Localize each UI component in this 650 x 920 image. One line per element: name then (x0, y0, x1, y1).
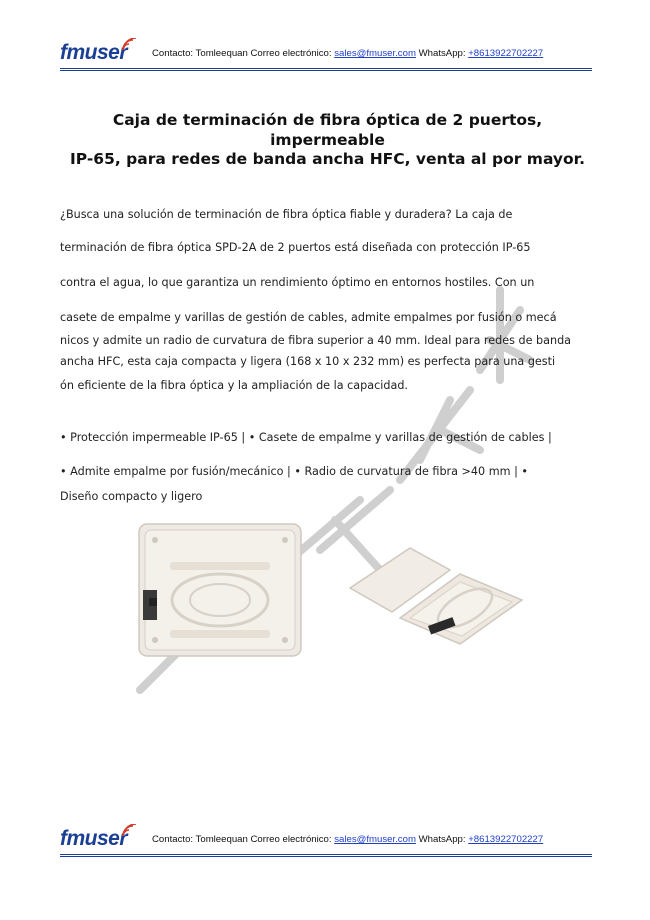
header-rule-secondary (60, 70, 592, 71)
product-image-open (340, 540, 530, 650)
contact-prefix: Contacto: Tomleequan Correo electrónico: (152, 48, 335, 59)
footer-rule-secondary (60, 856, 592, 857)
body-line: nicos y admite un radio de curvatura de fibra superior a 40 mm. Ideal para redes de banda (60, 334, 572, 347)
logo-text: fmuser (60, 827, 128, 850)
phone-link[interactable]: +8613922702227 (468, 48, 544, 59)
page-title-line-1: Caja de terminación de fibra óptica de 2 puertos, impermeable (112, 111, 543, 149)
page-footer (60, 828, 592, 850)
header-rule (60, 68, 592, 69)
contact-info (152, 48, 543, 59)
phone-link[interactable]: +8613922702227 (468, 834, 544, 845)
page-header (60, 42, 592, 64)
body-line: terminación de fibra óptica SPD-2A de 2 puertos está diseñada con protección IP-65 (60, 241, 531, 254)
radio-waves-icon (120, 38, 138, 52)
contact-info (152, 834, 543, 845)
fmuser-logo (60, 828, 127, 850)
feature-line: • Admite empalme por fusión/mecánico | • Radio de curvatura de fibra >40 mm | • (60, 465, 529, 478)
feature-line: • Protección impermeable IP-65 | • Casete de empalme y varillas de gestión de cables | (60, 431, 552, 444)
contact-prefix: Contacto: Tomleequan Correo electrónico: (152, 834, 335, 845)
body-line: ¿Busca una solución de terminación de fibra óptica fiable y duradera? La caja de (60, 208, 513, 221)
body-line: casete de empalme y varillas de gestión de cables, admite empalmes por fusión o mecá (60, 311, 557, 324)
whatsapp-prefix: WhatsApp: (415, 48, 469, 59)
logo-text: fmuser (60, 41, 128, 64)
body-line: ón eficiente de la fibra óptica y la ampliación de la capacidad. (60, 379, 408, 392)
page-title-line-2: IP-65, para redes de banda ancha HFC, venta al por mayor. (70, 150, 585, 168)
fmuser-logo (60, 42, 127, 64)
feature-line: Diseño compacto y ligero (60, 490, 203, 503)
body-line: ancha HFC, esta caja compacta y ligera (168 x 10 x 232 mm) es perfecta para una gesti (60, 355, 556, 368)
product-image-front (135, 520, 305, 660)
footer-rule (60, 854, 592, 855)
radio-waves-icon (120, 824, 138, 838)
email-link[interactable]: sales@fmuser.com (334, 48, 416, 59)
email-link[interactable]: sales@fmuser.com (334, 834, 416, 845)
whatsapp-prefix: WhatsApp: (415, 834, 469, 845)
body-line: contra el agua, lo que garantiza un rendimiento óptimo en entornos hostiles. Con un (60, 276, 535, 289)
